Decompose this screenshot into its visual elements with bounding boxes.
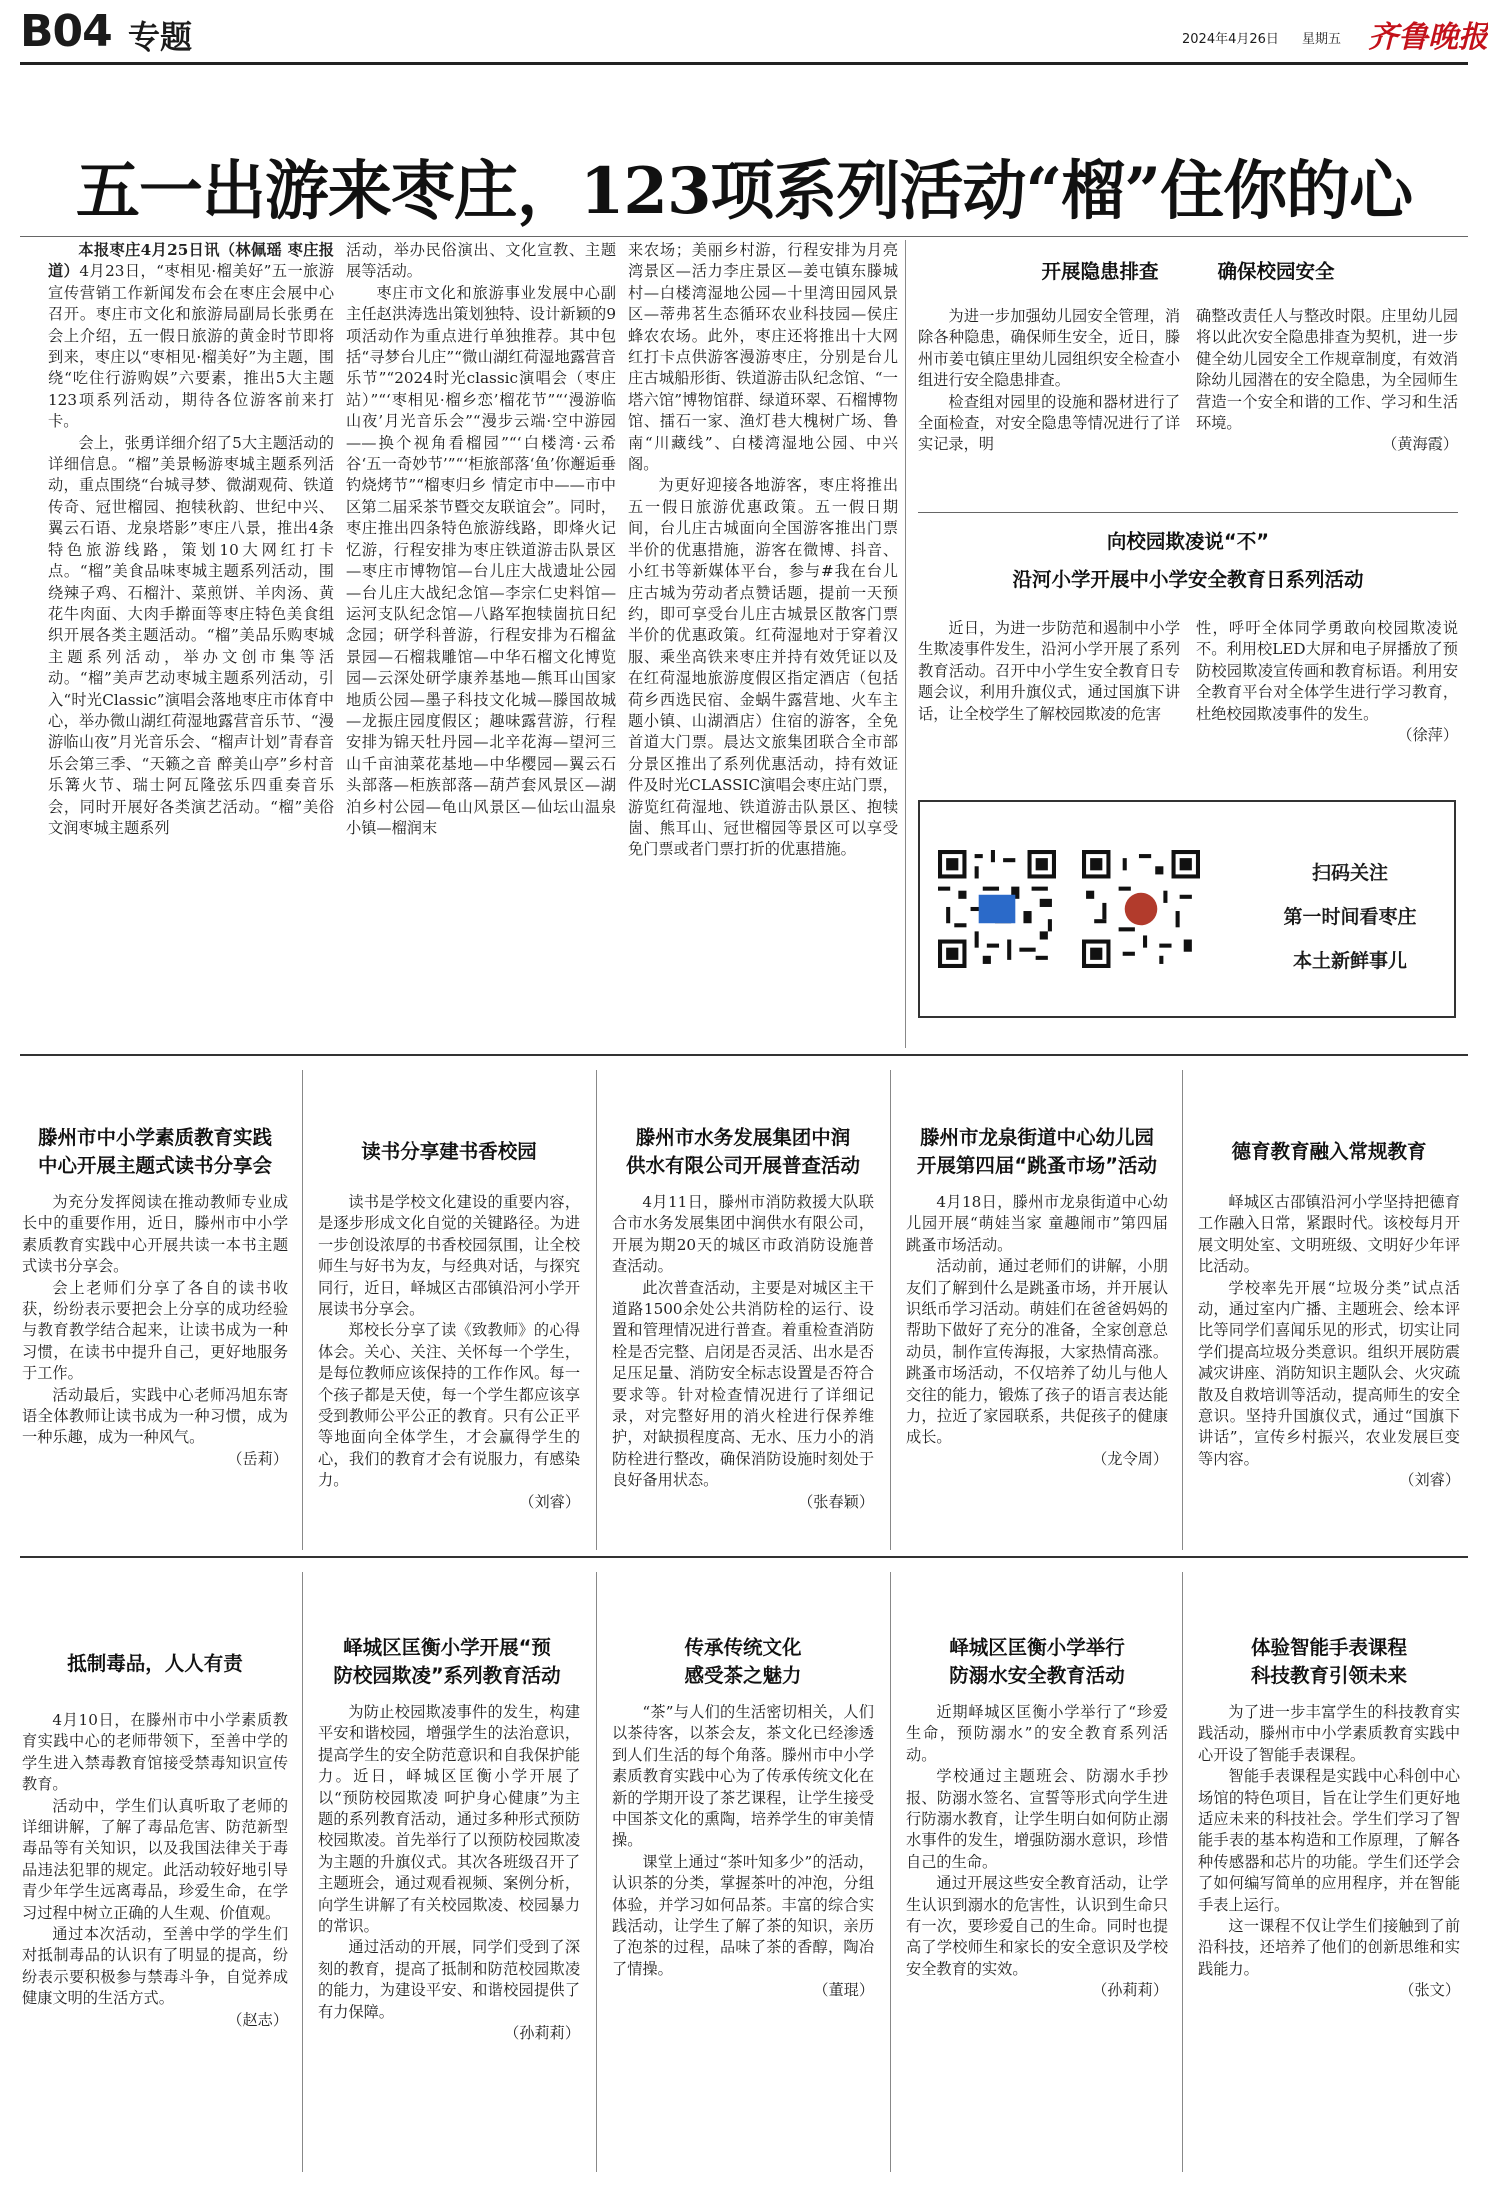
masthead-logo: 齐鲁晚报 <box>1368 20 1488 55</box>
lead-paragraph: 为更好迎接各地游客，枣庄将推出五一假日旅游优惠政策。五一假日期间，台儿庄古城面向全国游客推出门票半价的优惠措施，游客在微博、抖音、小红书等新媒体平台，参与#我在台儿庄古城为劳动者点赞话题，提前一天预约，即可享受台儿庄古城景区散客门票半价的优惠政策。红荷湿地对于穿着汉服、乘坐高铁来枣庄并持有效凭证以及在红荷湿地旅游度假区指定酒店（包括荷乡西选民宿、金蜗牛露营地、火车主题小镇、山湖酒店）住宿的游客，全免首道大门票。晨达文旅集团联合全市部分景区推出了系列优惠活动，持有效证件及时光CLASSIC演唱会枣庄站门票，游览红荷湿地、铁道游击队景区、抱犊崮、熊耳山、冠世榴园等景区可以享受免门票或者门票打折的优惠措施。 <box>628 476 898 859</box>
story-byline: （孙莉莉） <box>504 2024 580 2043</box>
story-paragraph: 课堂上通过“茶叶知多少”的活动，认识茶的分类，掌握茶叶的冲泡，分组体验，并学习如何品茶。丰富的综合实践活动，让学生了解了茶的知识，亲历了泡茶的过程，品味了茶的香醇，陶冶了情操。 <box>612 1852 874 1978</box>
bully-title-a: 向校园欺凌说“不” <box>1106 530 1270 553</box>
story-paragraph: 4月10日，在滕州市中小学素质教育实践中心的老师带领下，至善中学的学生进入禁毒教育馆接受禁毒知识宣传教育。 <box>22 1711 288 1794</box>
lead-story-col-2 <box>346 240 616 1046</box>
column-divider <box>302 1572 303 2172</box>
story-paragraph: 会上老师们分享了各自的读书收获，纷纷表示要把会上分享的成功经验与教育教学结合起来，让读书成为一种习惯，在读书中提升自己，更好地服务于工作。 <box>22 1278 288 1383</box>
story-title: 峄城区匡衡小学开展“预 防校园欺凌”系列教育活动 <box>333 1636 561 1687</box>
story-title: 读书分享建书香校园 <box>361 1140 537 1163</box>
story-paragraph: 学校通过主题班会、防溺水手抄报、防溺水签名、宣誓等形式向学生进行防溺水教育，让学生明白如何防止溺水事件的发生，增强防溺水意识，珍惜自己的生命。 <box>906 1767 1168 1871</box>
section-rule <box>20 1556 1468 1558</box>
column-divider <box>890 1070 891 1550</box>
qr-code-icon[interactable] <box>938 850 1056 968</box>
bully-paragraph: 性，呼吁全体同学勇敢向校园欺凌说不。利用校LED大屏和电子屏播放了预防校园欺凌宣传画和教育标语。利用安全教育平台对全体学生进行学习教育，杜绝校园欺凌事件的发生。 <box>1196 619 1458 723</box>
story-paragraph: 活动最后，实践中心老师冯旭东寄语全体教师让读书成为一种习惯，成为一种乐趣，成为一种风气。 <box>22 1385 288 1447</box>
story-title: 峄城区匡衡小学举行 防溺水安全教育活动 <box>949 1636 1125 1687</box>
lead-paragraph: 会上，张勇详细介绍了5大主题活动的详细信息。“榴”美景畅游枣城主题系列活动，重点围绕“台城寻梦、微湖观荷、铁道传奇、冠世榴园、抱犊秋韵、世纪中兴、翼云石语、龙泉塔影”枣庄八景，推出4条特色旅游线路，策划10大网红打卡点。“榴”美食品味枣城主题系列活动，围绕辣子鸡、石榴汁、菜煎饼、羊肉汤、黄花牛肉面、大肉手擀面等枣庄特色美食组织开展各类主题活动。“榴”美品乐购枣城主题系列活动，举办文创市集等活动。“榴”美声艺动枣城主题系列活动，引入“时光Classic”演唱会落地枣庄市体育中心，举办微山湖红荷湿地露营音乐节、“漫游临山夜”月光音乐会、“榴声计划”青春音乐会第三季、“天籁之音 醉美山亭”乡村音乐篝火节、瑞士阿瓦隆弦乐四重奏音乐会，同时开展好各类演艺活动。“榴”美俗文润枣城主题系列 <box>48 433 334 837</box>
section-name: 专题 <box>128 18 193 56</box>
qr-line-3: 本土新鲜事儿 <box>1292 950 1407 972</box>
lead-story-col-3 <box>628 240 898 1046</box>
story-body <box>318 1702 580 2172</box>
story-body <box>318 1192 580 1540</box>
section-rule <box>20 1054 1468 1056</box>
safety-title-a: 开展隐患排查 <box>1041 260 1159 283</box>
story-paragraph: 近期峄城区匡衡小学举行了“珍爱生命，预防溺水”的安全教育系列活动。 <box>906 1703 1168 1764</box>
story-paragraph: 为防止校园欺凌事件的发生，构建平安和谐校园，增强学生的法治意识，提高学生的安全防范意识和自我保护能力。近日，峄城区匡衡小学开展了以“预防校园欺凌 呵护身心健康”为主题的系列教育活动，通过多种形式预防校园欺凌。首先举行了以预防校园欺凌为主题的升旗仪式。其次各班级召开了主题班会，通过观看视频、案例分析，向学生讲解了有关校园欺凌、校园暴力的常识。 <box>318 1703 580 1936</box>
story-body <box>612 1192 874 1540</box>
story-body <box>906 1192 1168 1540</box>
story-body <box>1198 1702 1460 2172</box>
lead-paragraph: 活动，举办民俗演出、文化宣教、主题展等活动。 <box>346 241 616 281</box>
bully-title-b: 沿河小学开展中小学安全教育日系列活动 <box>1012 568 1364 591</box>
story-title: 抵制毒品，人人有责 <box>67 1652 243 1675</box>
qr-line-1: 扫码关注 <box>1311 862 1388 884</box>
column-divider <box>1182 1572 1183 2172</box>
story-byline: （刘睿） <box>1399 1471 1460 1490</box>
story-byline: （龙令周） <box>1092 1449 1168 1468</box>
safety-col-1 <box>918 306 1180 506</box>
story-title: 德育教育融入常规教育 <box>1231 1140 1427 1163</box>
story-paragraph: 智能手表课程是实践中心科创中心场馆的特色项目，旨在让学生们更好地适应未来的科技社会。学生们学习了智能手表的基本构造和工作原理，了解各种传感器和芯片的功能。学生们还学会了如何编写简单的应用程序，并在智能手表上运行。 <box>1198 1767 1460 1914</box>
story-byline: （张春颖） <box>798 1492 874 1511</box>
column-divider <box>890 1572 891 2172</box>
story-body <box>906 1702 1168 2172</box>
safety-paragraph: 确整改责任人与整改时限。庄里幼儿园将以此次安全隐患排查为契机，进一步健全幼儿园安全工作规章制度，有效消除幼儿园潜在的安全隐患，为全园师生营造一个安全和谐的工作、学习和生活环境。 <box>1196 307 1458 433</box>
headline-rule <box>20 236 1468 237</box>
lead-paragraph: 枣庄市文化和旅游事业发展中心副主任赵洪涛选出策划独特、设计新颖的9项活动作为重点进行单独推荐。其中包括“寻梦台儿庄”“微山湖红荷湿地露营音乐节”“2024时光classic演唱会（枣庄站）”“‘枣相见·榴乡恋’榴花节”“‘漫游临山夜’月光音乐会”“漫步云端·空中游园——换个视角看榴园”“‘白楼湾·云希谷‘五一奇妙节’”“‘柜旅部落‘鱼’你邂逅垂钓烧烤节”“榴枣归乡 情定市中——市中区第二届采茶节暨交友联谊会”。同时，枣庄推出四条特色旅游线路，即烽火记忆游，行程安排为枣庄铁道游击队景区—枣庄市博物馆—台儿庄大战遗址公园—台儿庄大战纪念馆—李宗仁史料馆—运河支队纪念馆—八路军抱犊崮抗日纪念园；研学科普游，行程安排为石榴盆景园—石榴栽雕馆—中华石榴文化博览园—云深处研学康养基地—熊耳山国家地质公园—墨子科技文化城—滕国故城—龙振庄园度假区；趣味露营游，行程安排为锦天牡丹园—北辛花海—望河三山千亩油菜花基地—中华樱园—翼云石头部落—柜族部落—葫芦套风景区—湖泊乡村公园—龟山风景区—仙坛山温泉小镇—榴润末 <box>346 283 616 837</box>
story-rule <box>918 512 1458 513</box>
column-divider <box>596 1070 597 1550</box>
story-paragraph: 为了进一步丰富学生的科技教育实践活动，滕州市中小学素质教育实践中心开设了智能手表课程。 <box>1198 1703 1460 1764</box>
story-paragraph: 通过本次活动，至善中学的学生们对抵制毒品的认识有了明显的提高，纷纷表示要积极参与禁毒斗争，自觉养成健康文明的生活方式。 <box>22 1925 288 2008</box>
story-paragraph: 这一课程不仅让学生们接触到了前沿科技，还培养了他们的创新思维和实践能力。 <box>1198 1917 1460 1978</box>
story-paragraph: 通过开展这些安全教育活动，让学生认识到溺水的危害性，认识到生命只有一次，要珍爱自己的生命。同时也提高了学校师生和家长的安全意识及学校安全教育的实效。 <box>906 1874 1168 1978</box>
issue-weekday: 星期五 <box>1302 32 1342 47</box>
story-byline: （孙莉莉） <box>1092 1981 1168 2000</box>
story-byline: （董琨） <box>813 1981 874 2000</box>
story-paragraph: 活动前，通过老师们的讲解，小朋友们了解到什么是跳蚤市场，并开展认识纸币学习活动。萌娃们在爸爸妈妈的帮助下做好了充分的准备，全家创意总动员，制作宣传海报，大家热情高涨。跳蚤市场活动，不仅培养了幼儿与他人交往的能力，锻炼了孩子的语言表达能力，拉近了家园联系，共促孩子的健康成长。 <box>906 1257 1168 1447</box>
main-headline: 五一出游来枣庄，123项系列活动“榴”住你的心 <box>75 154 1413 229</box>
page-code: B04 <box>20 6 112 57</box>
qr-panel <box>918 800 1456 1018</box>
story-body <box>612 1702 874 2172</box>
story-title: 传承传统文化 感受茶之魅力 <box>684 1636 802 1687</box>
story-paragraph: “茶”与人们的生活密切相关，人们以茶待客，以茶会友，茶文化已经渗透到人们生活的每个角落。滕州市中小学素质教育实践中心为了传承传统文化在新的学期开设了茶艺课程，让学生接受中国茶文化的熏陶，培养学生的审美情操。 <box>612 1703 874 1850</box>
story-paragraph: 活动中，学生们认真听取了老师的详细讲解，了解了毒品危害、防范新型毒品等有关知识，以及我国法律关于毒品违法犯罪的规定。此活动较好地引导青少年学生远离毒品，珍爱生命，在学习过程中树立正确的人生观、价值观。 <box>22 1796 288 1922</box>
lead-story-col-1 <box>48 240 334 1046</box>
bully-byline: （徐萍） <box>1397 726 1458 745</box>
story-paragraph: 4月11日，滕州市消防救援大队联合市水务发展集团中润供水有限公司，开展为期20天的城区市政消防设施普查活动。 <box>612 1193 874 1276</box>
story-paragraph: 读书是学校文化建设的重要内容，是逐步形成文化自觉的关键路径。为进一步创设浓厚的书香校园氛围，让全校师生与好书为友，与经典对话，与探究同行，近日，峄城区古邵镇沿河小学开展读书分享会。 <box>318 1193 580 1319</box>
bully-col-1 <box>918 618 1180 768</box>
qr-code-icon[interactable] <box>1082 850 1200 968</box>
story-paragraph: 郑校长分享了读《致教师》的心得体会。关心、关注、关怀每一个学生，是每位教师应该保持的工作作风。每一个孩子都是天使，每一个学生都应该享受到教师公平公正的教育。只有公正平等地面向全体学生，才会赢得学生的心，我们的教育才会有说服力，有感染力。 <box>318 1321 580 1490</box>
story-byline: （张文） <box>1399 1981 1460 2000</box>
story-title: 体验智能手表课程 科技教育引领未来 <box>1250 1636 1407 1687</box>
story-title: 滕州市龙泉街道中心幼儿园 开展第四届“跳蚤市场”活动 <box>916 1126 1158 1177</box>
story-byline: （岳莉） <box>227 1449 288 1468</box>
qr-line-2: 第一时间看枣庄 <box>1283 906 1417 928</box>
column-divider <box>905 240 906 1048</box>
story-body <box>22 1710 288 2172</box>
header-rule <box>20 62 1468 65</box>
story-body <box>22 1192 288 1540</box>
safety-col-2 <box>1196 306 1458 506</box>
story-paragraph: 为充分发挥阅读在推动教师专业成长中的重要作用，近日，滕州市中小学素质教育实践中心开展共读一本书主题式读书分享会。 <box>22 1193 288 1276</box>
story-title: 滕州市中小学素质教育实践 中心开展主题式读书分享会 <box>37 1126 272 1177</box>
safety-title-b: 确保校园安全 <box>1217 260 1335 283</box>
safety-paragraph: 为进一步加强幼儿园安全管理，消除各种隐患，确保师生安全，近日，滕州市姜屯镇庄里幼儿园组织安全检查小组进行安全隐患排查。 <box>918 307 1180 390</box>
story-paragraph: 通过活动的开展，同学们受到了深刻的教育，提高了抵制和防范校园欺凌的能力，为建设平安、和谐校园提供了有力保障。 <box>318 1938 580 2021</box>
story-byline: （刘睿） <box>519 1492 580 1511</box>
bully-col-2 <box>1196 618 1458 768</box>
issue-date: 2024年4月26日 <box>1182 32 1279 47</box>
column-divider <box>302 1070 303 1550</box>
story-paragraph: 4月18日，滕州市龙泉街道中心幼儿园开展“萌娃当家 童趣闹市”第四届跳蚤市场活动。 <box>906 1193 1168 1254</box>
bully-paragraph: 近日，为进一步防范和遏制中小学生欺凌事件发生，沿河小学开展了系列教育活动。召开中小学生安全教育日专题会议，利用升旗仪式，通过国旗下讲话，让全校学生了解校园欺凌的危害 <box>918 619 1180 723</box>
lead-paragraph: 来农场；美丽乡村游，行程安排为月亮湾景区—活力李庄景区—姜屯镇东滕城村—白楼湾湿地公园—十里湾田园风景区—蒂弗茗生态循环农业科技园—侯庄蜂农农场。此外，枣庄还将推出十大网红打卡点供游客漫游枣庄，分别是台儿庄古城船形街、铁道游击队纪念馆、“一塔六馆”博物馆群、绿道环翠、石榴博物馆、擂石一家、渔灯巷大槐树广场、鲁南“川藏线”、白楼湾湿地公园、中兴阁。 <box>628 241 898 474</box>
story-body <box>1198 1192 1460 1540</box>
lead-paragraph: 4月23日，“枣相见·榴美好”五一旅游宣传营销工作新闻发布会在枣庄会展中心召开。枣庄市文化和旅游局副局长张勇在会上介绍，五一假日旅游的黄金时节即将到来，枣庄以“枣相见·榴美好”为主题，围绕“吃住行游购娱”六要素，推出5大主题123项系列活动，期待各位游客前来打卡。 <box>48 262 334 431</box>
column-divider <box>1182 1070 1183 1550</box>
story-paragraph: 峄城区古邵镇沿河小学坚持把德育工作融入日常，紧跟时代。该校每月开展文明处室、文明班级、文明好少年评比活动。 <box>1198 1193 1460 1276</box>
story-paragraph: 学校率先开展“垃圾分类”试点活动，通过室内广播、主题班会、绘本评比等同学们喜闻乐见的形式，切实让同学们提高垃圾分类意识。组织开展防震减灾讲座、消防知识主题队会、火灾疏散及自救培训等活动，提高师生的安全意识。坚持升国旗仪式，通过“国旗下讲话”，宣传乡村振兴，农业发展巨变等内容。 <box>1198 1278 1460 1468</box>
column-divider <box>596 1572 597 2172</box>
story-paragraph: 此次普查活动，主要是对城区主干道路1500余处公共消防栓的运行、设置和管理情况进行普查。着重检查消防栓是否完整、启闭是否灵活、出水是否足压足量、消防安全标志设置是否符合要求等。针对检查情况进行了详细记录，对完整好用的消火栓进行保养维护，对缺损程度高、无水、压力小的消防栓进行整改，确保消防设施时刻处于良好备用状态。 <box>612 1278 874 1490</box>
safety-byline: （黄海霞） <box>1382 435 1458 454</box>
lead-dateline: 本报枣庄4月25日讯（林佩瑶 枣庄报道） <box>48 241 334 281</box>
story-byline: （赵志） <box>227 2010 288 2029</box>
safety-paragraph: 检查组对园里的设施和器材进行了全面检查，对安全隐患等情况进行了详实记录，明 <box>918 392 1180 454</box>
story-title: 滕州市水务发展集团中润 供水有限公司开展普查活动 <box>625 1126 860 1177</box>
